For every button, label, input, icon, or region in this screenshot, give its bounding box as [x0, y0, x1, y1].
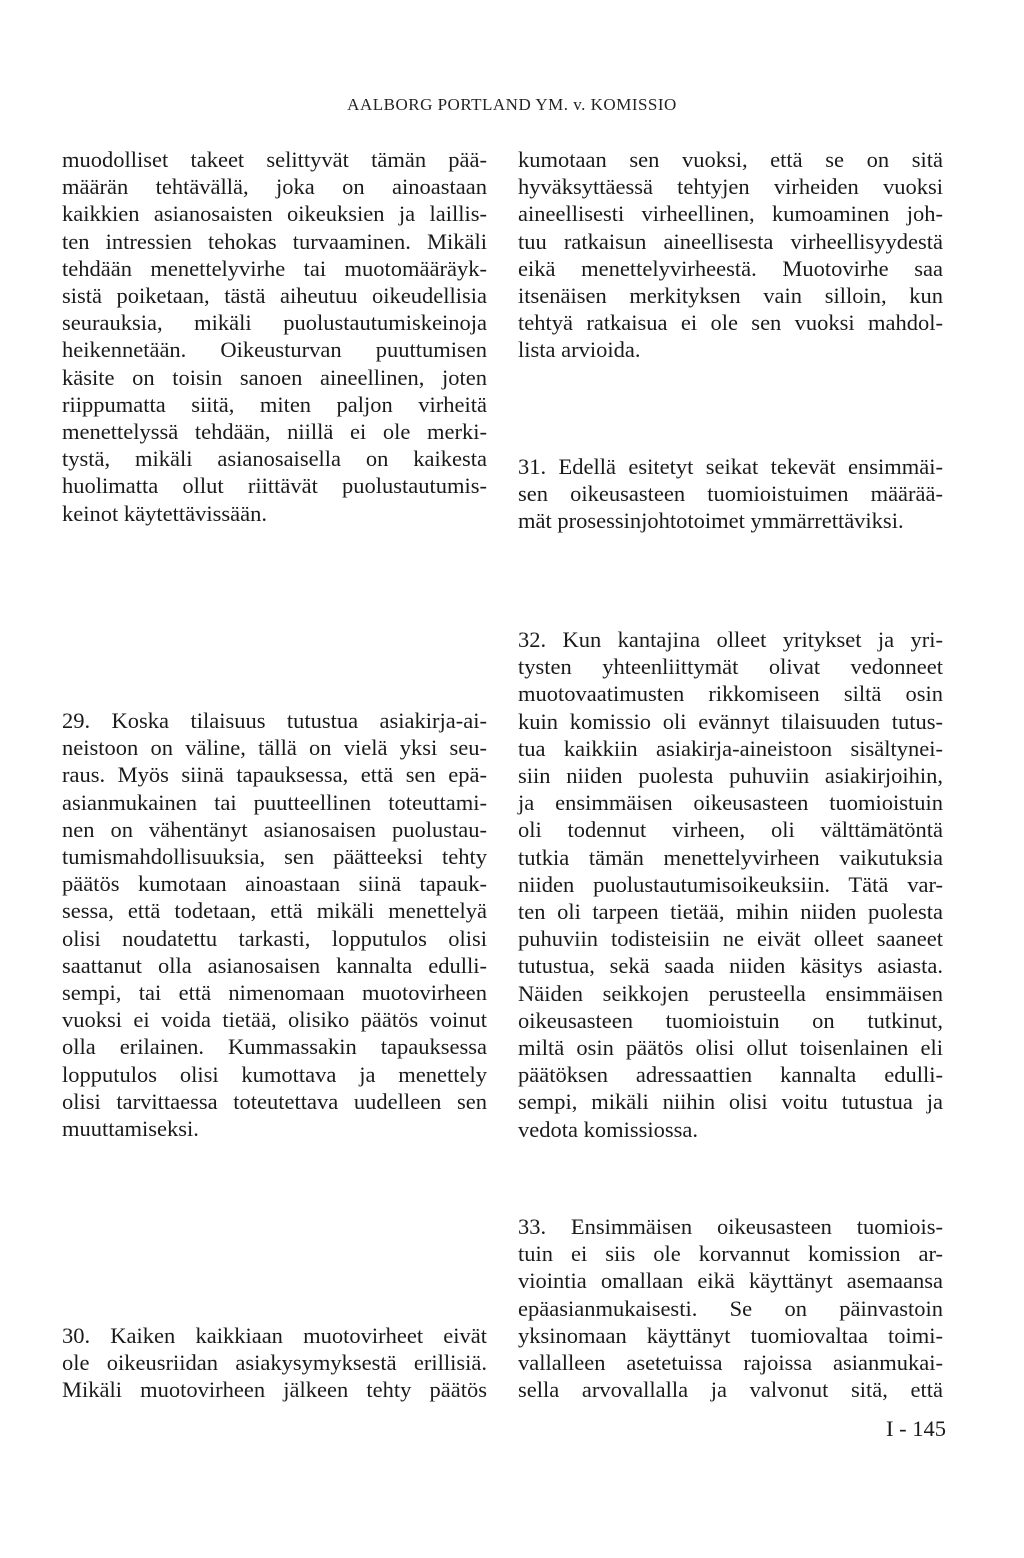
text-line: sempi, mikäli niihin olisi voitu tutustua ja [518, 1089, 943, 1115]
text-line: hyväksyttäessä tehtyjen virheiden vuoksi [518, 174, 943, 200]
text-line: tehdään menettelyvirhe tai muotomääräyk- [62, 255, 487, 281]
text-line: 33. Ensimmäisen oikeusasteen tuomiois- [518, 1214, 943, 1239]
text-line: niiden puolustautumisoikeuksiin. Tätä var- [518, 871, 943, 897]
text-line: raus. Myös siinä tapauksessa, että sen epä- [62, 762, 487, 788]
text-line: vedota komissiossa. [518, 1116, 698, 1142]
text-line: puhuviin todisteisiin ne eivät olleet saaneet [518, 926, 943, 952]
text-line: mät prosessinjohtotoimet ymmärrettäviksi. [518, 508, 904, 534]
text-line: lopputulos olisi kumottava ja menettely [62, 1061, 487, 1087]
text-line: huolimatta ollut riittävät puolustautumis- [62, 473, 487, 499]
text-line: viointia omallaan eikä käyttänyt asemaansa [518, 1268, 943, 1294]
text-line: ten intressien tehokas turvaaminen. Mikäli [62, 228, 487, 254]
text-line: päätös kumotaan ainoastaan siinä tapauk- [62, 871, 487, 897]
text-line: kaikkien asianosaisten oikeuksien ja laillis- [62, 201, 487, 227]
text-line: muodolliset takeet selittyvät tämän pää- [62, 147, 487, 172]
paragraph-32 [518, 626, 943, 1143]
text-line: 29. Koska tilaisuus tutustua asiakirja-ai- [62, 708, 487, 733]
text-line: olisi noudatettu tarkasti, lopputulos olisi [62, 925, 487, 951]
text-line: tumismahdollisuuksia, sen päätteeksi tehty [62, 844, 487, 870]
text-line: miltä osin päätös olisi ollut toisenlainen eli [518, 1035, 943, 1061]
text-line: tutkia tämän menettelyvirheen vaikutuksia [518, 844, 943, 870]
text-line: olla erilainen. Kummassakin tapauksessa [62, 1034, 487, 1060]
text-line: kuin komissio oli evännyt tilaisuuden tutus- [518, 708, 943, 734]
left-paragraph-continued [62, 146, 487, 527]
text-line: saattanut olla asianosaisen kannalta edulli- [62, 952, 487, 978]
text-line: yksinomaan käyttänyt tuomiovaltaa toimi- [518, 1322, 943, 1348]
text-line: eikä menettelyvirheestä. Muotovirhe saa [518, 255, 943, 281]
text-line: tuin ei siis ole korvannut komission ar- [518, 1241, 943, 1267]
paragraph-33 [518, 1213, 943, 1403]
text-line: tehtyä ratkaisua ei ole sen vuoksi mahdol- [518, 310, 943, 336]
page-number: I - 145 [886, 1416, 946, 1441]
text-line: ja ensimmäisen oikeusasteen tuomioistuin [518, 790, 943, 816]
text-line: tua kaikkiin asiakirja-aineistoon sisältynei- [518, 735, 943, 761]
text-line: tystä, mikäli asianosaisella on kaikesta [62, 446, 487, 472]
text-line: epäasianmukaisesti. Se on päinvastoin [518, 1295, 943, 1321]
text-line: sessa, että todetaan, että mikäli menettelyä [62, 898, 487, 924]
text-line: vuoksi ei voida tietää, olisiko päätös voinut [62, 1007, 487, 1033]
text-line: sella arvovallalla ja valvonut sitä, että [518, 1377, 943, 1403]
right-paragraph-continued [518, 146, 943, 364]
text-line: siin niiden puolesta puhuviin asiakirjoihin, [518, 763, 943, 789]
text-line: vallalleen asetetuissa rajoissa asianmukai- [518, 1350, 943, 1376]
text-line: ole oikeusriidan asiakysymyksestä erillisiä. [62, 1350, 487, 1376]
text-line: muuttamiseksi. [62, 1116, 199, 1142]
text-line: keinot käytettävissään. [62, 500, 267, 526]
text-line: tutustua, sekä saada niiden käsitys asiasta. [518, 953, 943, 979]
text-line: riippumatta siitä, miten paljon virheitä [62, 391, 487, 417]
text-line: asianmukainen tai puutteellinen toteuttami- [62, 789, 487, 815]
running-header: AALBORG PORTLAND YM. v. KOMISSIO [347, 95, 677, 114]
text-line: päätöksen adressaattien kannalta edulli- [518, 1062, 943, 1088]
text-line: muotovaatimusten rikkomiseen siltä osin [518, 681, 943, 707]
text-line: ten oli tarpeen tietää, mihin niiden puolesta [518, 899, 943, 925]
text-line: nen on vähentänyt asianosaisen puolustau- [62, 816, 487, 842]
text-line: määrän tehtävällä, joka on ainoastaan [62, 174, 487, 200]
text-line: menettelyssä tehdään, niillä ei ole merki- [62, 419, 487, 445]
text-line: 30. Kaiken kaikkiaan muotovirheet eivät [62, 1323, 487, 1348]
text-line: 32. Kun kantajina olleet yritykset ja yri- [518, 627, 943, 652]
text-line: kumotaan sen vuoksi, että se on sitä [518, 147, 943, 172]
text-line: käsite on toisin sanoen aineellinen, joten [62, 364, 487, 390]
text-line: seurauksia, mikäli puolustautumiskeinoja [62, 310, 487, 336]
text-line: oli todennut virheen, oli välttämätöntä [518, 817, 943, 843]
text-line: sen oikeusasteen tuomioistuimen määrää- [518, 481, 943, 507]
text-line: 31. Edellä esitetyt seikat tekevät ensimmäi- [518, 454, 943, 479]
text-line: tysten yhteenliittymät olivat vedonneet [518, 654, 943, 680]
text-line: olisi tarvittaessa toteutettava uudelleen sen [62, 1088, 487, 1114]
text-line: lista arvioida. [518, 337, 641, 363]
text-line: aineellisesti virheellinen, kumoaminen joh- [518, 201, 943, 227]
paragraph-31 [518, 453, 943, 535]
paragraph-29 [62, 707, 487, 1142]
text-line: sistä poiketaan, tästä aiheutuu oikeudellisia [62, 283, 487, 309]
text-line: sempi, tai että nimenomaan muotovirheen [62, 980, 487, 1006]
text-line: itsenäisen merkityksen vain silloin, kun [518, 283, 943, 309]
text-line: neistoon on väline, tällä on vielä yksi seu- [62, 735, 487, 761]
text-line: Näiden seikkojen perusteella ensimmäisen [518, 980, 943, 1006]
paragraph-30 [62, 1322, 487, 1404]
text-line: tuu ratkaisun aineellisesta virheellisyydestä [518, 228, 943, 254]
text-line: oikeusasteen tuomioistuin on tutkinut, [518, 1007, 943, 1033]
text-line: Mikäli muotovirheen jälkeen tehty päätös [62, 1377, 487, 1403]
text-line: heikennetään. Oikeusturvan puuttumisen [62, 337, 487, 363]
